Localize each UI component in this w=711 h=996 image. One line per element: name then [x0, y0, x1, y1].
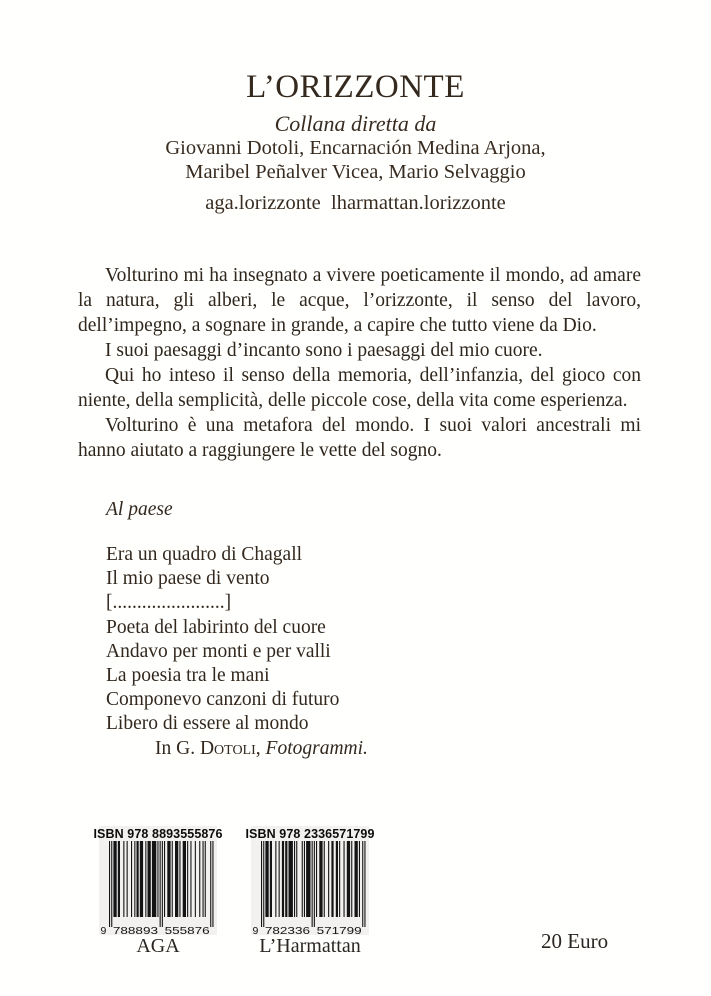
editors-line-1: Giovanni Dotoli, Encarnación Medina Arjona, [165, 137, 546, 159]
poem-line: Libero di essere al mondo [106, 713, 309, 735]
ean13-barcode-graphic [100, 841, 216, 935]
publisher-name-lharmattan: L’Harmattan [259, 935, 361, 957]
page-title: L’ORIZZONTE [246, 69, 465, 105]
attribution-author: Dotoli [199, 737, 256, 759]
poem [106, 543, 368, 761]
attribution-prefix: In G. [155, 737, 200, 759]
blurb-paragraph: Volturino è una metafora del mondo. I suoi valori ancestrali mi hanno aiutato a raggiungere le vette del sogno. [78, 415, 641, 461]
series-websites: aga.lorizzonte lharmattan.lorizzonte [205, 192, 506, 214]
price-label: 20 Euro [541, 929, 609, 953]
poem-line: Andavo per monti e per valli [106, 640, 331, 662]
isbn-label: ISBN 978 8893555876 [93, 827, 223, 841]
svg-text:555876: 555876 [164, 925, 210, 935]
poem-line: La poesia tra le mani [106, 665, 270, 687]
attribution-separator: , [255, 737, 266, 759]
publisher-name-aga: AGA [136, 935, 180, 957]
blurb-paragraph: Volturino mi ha insegnato a vivere poeticamente il mondo, ad amare la natura, gli alberi, le acque, l’orizzonte, il senso del lavoro, dell’impegno, a sognare in grande, a capire che tutto viene da Dio. [78, 265, 641, 336]
svg-text:9: 9 [252, 925, 259, 935]
svg-text:571799: 571799 [316, 925, 362, 935]
svg-text:788893: 788893 [112, 925, 159, 935]
barcode-lharmattan [245, 826, 375, 935]
editors-line-2: Maribel Peñalver Vicea, Mario Selvaggio [185, 161, 526, 183]
blurb-paragraph: Qui ho inteso il senso della memoria, dell’infanzia, del gioco con niente, della semplicità, delle piccole cose, della vita come esperienza. [78, 365, 641, 411]
poem-line: Componevo canzoni di futuro [106, 689, 340, 711]
blurb-paragraph: I suoi paesaggi d’incanto sono i paesaggi del mio cuore. [105, 340, 543, 361]
isbn-label: ISBN 978 2336571799 [245, 827, 375, 841]
poem-title: Al paese [106, 499, 173, 520]
attribution-work-title: Fotogrammi. [265, 737, 368, 759]
barcode-aga [93, 826, 223, 935]
poem-line: Poeta del labirinto del cuore [106, 616, 326, 638]
blurb-text [78, 263, 641, 463]
svg-text:9: 9 [100, 925, 107, 935]
poem-line: [.......................] [106, 592, 232, 614]
svg-text:782336: 782336 [264, 925, 311, 935]
poem-attribution [155, 737, 368, 761]
poem-line: Era un quadro di Chagall [106, 544, 303, 565]
ean13-barcode-graphic [252, 841, 368, 935]
series-note: Collana diretta da [274, 111, 437, 136]
poem-line: Il mio paese di vento [106, 568, 270, 590]
